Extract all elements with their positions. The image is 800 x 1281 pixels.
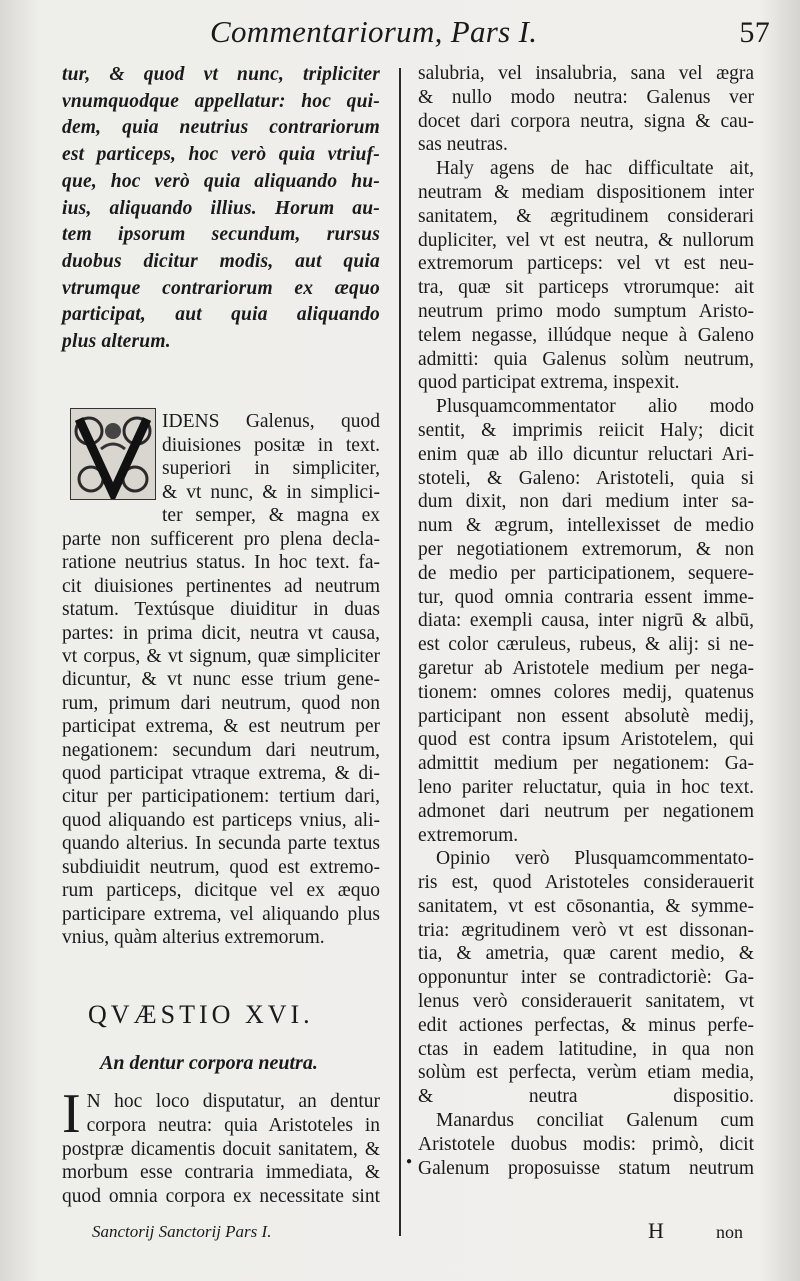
- text-line: rum particeps, dicitque vel ex æquo: [62, 880, 380, 902]
- text-line: vt corpus, & vt signum, quæ simpliciter: [62, 646, 380, 668]
- text-line: postpræ dicamentis docuit sanitatem, &: [62, 1138, 380, 1160]
- text-line: num & ægrum, intellexisset de medio: [418, 515, 754, 537]
- page-number: 57: [739, 16, 770, 49]
- text-line: ctas in eadem latitudine, in qua non: [418, 1038, 754, 1060]
- initial-paragraph-start: [162, 410, 380, 528]
- quaestio-paragraph: [62, 1083, 380, 1209]
- text-line: leno pariter reluctatur, quia in hoc text.: [418, 776, 754, 798]
- text-line: extremorum.: [418, 824, 519, 846]
- text-line: Aristotele duobus modis: primò, dicit: [418, 1133, 754, 1155]
- text-line: participat, aut quia aliquando: [62, 304, 380, 326]
- text-line: plus alterum.: [62, 331, 171, 353]
- text-line: Manardus conciliat Galenum cum: [436, 1110, 754, 1132]
- text-line: tionem: omnes colores medij, quatenus: [418, 681, 754, 703]
- text-line: edit actiones perfectas, & minus perfe-: [418, 1014, 754, 1036]
- text-line: partes: in prima dicit, neutra vt causa,: [62, 622, 380, 644]
- text-line: dum dixit, non dari medium inter sa-: [418, 491, 754, 513]
- margin-bullet-icon: ●: [406, 1156, 413, 1167]
- text-line: tur, quod omnia contraria essent imme-: [418, 586, 754, 608]
- text-line: & neutra dispositio.: [418, 1086, 754, 1108]
- text-line: participat extrema, & est neutrum per: [62, 716, 380, 738]
- text-line: de medio per participationem, sequere-: [418, 562, 754, 584]
- text-line: admitti: quia Galenus solùm neutrum,: [418, 348, 754, 370]
- text-line: & vt nunc, & in simplici-: [162, 481, 380, 503]
- text-line: enim quæ ab illo dicuntur reluctari Ari-: [418, 443, 754, 465]
- text-line: & nullo modo neutra: Galenus ver: [418, 86, 754, 108]
- quaestio-heading: QVÆSTIO XVI.: [88, 1000, 314, 1029]
- text-line: dicuntur, & vt nunc esse trium gene-: [62, 669, 380, 691]
- text-line: superiori in simpliciter,: [162, 458, 380, 479]
- text-line: sanitatem, vt est cōsonantia, & symme-: [418, 895, 754, 917]
- text-line: statum. Textúsque diuiditur in duas: [62, 599, 380, 621]
- column-divider: [399, 68, 401, 1236]
- running-header: [210, 10, 770, 50]
- text-line: vnumquodque appellatur: hoc qui-: [62, 90, 380, 112]
- text-line: neutrum primo modo sumptum Aristo-: [418, 300, 754, 322]
- text-line: diata: exempli causa, inter nigrū & albū,: [418, 610, 754, 632]
- text-line: tur, & quod vt nunc, tripliciter: [62, 64, 380, 85]
- text-line: ratione neutrius status. In hoc text. fa-: [62, 552, 380, 574]
- text-line: tia, & ametria, quæ carent medio, &: [418, 943, 754, 965]
- text-line: duobus dicitur modis, aut quia: [62, 250, 380, 272]
- quaestio-subtitle: An dentur corpora neutra.: [100, 1052, 318, 1074]
- right-column-text: [418, 62, 754, 1180]
- text-line: quod aliquando est particeps vnius, ali-: [62, 809, 380, 831]
- ornament-icon: [71, 409, 155, 499]
- left-italic-text: [62, 62, 380, 356]
- text-line: que, hoc verò quia aliquando hu-: [62, 170, 380, 192]
- text-line: rum, primum dari neutrum, quod non: [62, 692, 380, 714]
- text-line: lenus verò considerauerit sanitatem, vt: [418, 991, 754, 1013]
- text-line: parte non sufficerent pro plena decla-: [62, 529, 380, 550]
- text-line: diuisiones positæ in text.: [162, 434, 380, 456]
- text-line: dem, quia neutrius contrariorum: [62, 117, 380, 139]
- text-line: Galenum proposuisse statum neutrum: [418, 1157, 754, 1179]
- text-line: negationem: secundum dari neutrum,: [62, 739, 380, 761]
- text-line: tra, quæ sit particeps vtrorumque: ait: [418, 277, 754, 299]
- text-line: citur per participationem: tertium dari,: [62, 786, 380, 808]
- text-line: participant non essent absolutè medij,: [418, 705, 754, 727]
- text-line: tem ipsorum secundum, rursus: [62, 224, 380, 246]
- big-initial-letter: I: [62, 1083, 81, 1145]
- text-line: sentit, & imprimis reiicit Haly; dicit: [418, 419, 754, 441]
- text-line: opponuntur inter se contradictoriè: Ga-: [418, 967, 754, 989]
- text-line: salubria, vel insalubria, sana vel ægra: [418, 63, 754, 84]
- text-line: dupliciter, vel vt est neutra, & nullorum: [418, 229, 754, 251]
- text-line: participare extrema, vel aliquando plus: [62, 903, 380, 925]
- text-line: IDENS Galenus, quod: [162, 411, 380, 432]
- text-line: docet dari corpora neutra, signa & cau-: [418, 110, 754, 132]
- text-line: vtrumque contrariorum ex æquo: [62, 277, 380, 299]
- text-line: tria: ægritudinem verò vt est dissonan-: [418, 919, 754, 941]
- running-title: Commentariorum, Pars I.: [210, 14, 538, 49]
- text-line: Haly agens de hac difficultate ait,: [436, 158, 754, 180]
- catchword: non: [716, 1222, 743, 1242]
- text-line: solùm est perfecta, verùm etiam media,: [418, 1062, 754, 1084]
- text-line: subdiuidit neutrum, quod est extremo-: [62, 856, 380, 878]
- text-line: ius, aliquando illius. Horum au-: [62, 197, 380, 219]
- text-line: est color cæruleus, rubeus, & alij: si ne-: [418, 634, 754, 656]
- text-line: cit diuisiones pertinentes ad neutrum: [62, 575, 380, 597]
- decorated-initial-v-ornament: [70, 408, 156, 500]
- text-line: morbum esse contraria immediata, &: [62, 1162, 380, 1184]
- text-line: neutram & mediam dispositionem inter: [418, 181, 754, 203]
- footer-signature: Sanctorij Sanctorij Pars I.: [92, 1222, 272, 1241]
- text-line: N hoc loco disputatur, an dentur: [86, 1091, 380, 1112]
- text-line: sanitatem, & ægritudinem considerari: [418, 205, 754, 227]
- text-line: quod participat vtraque extrema, & di-: [62, 763, 380, 785]
- text-line: garetur ab Aristotele medium per nega-: [418, 657, 754, 679]
- text-line: quod omnia corpora ex necessitate sint: [62, 1186, 380, 1208]
- text-line: quando alterius. In secunda parte textus: [62, 833, 380, 855]
- text-line: per negotiationem extremorum, & non: [418, 538, 754, 560]
- text-line: ter semper, & magna ex: [162, 505, 380, 526]
- text-line: corpora neutra: quia Aristoteles in: [86, 1114, 380, 1136]
- text-line: Opinio verò Plusquamcommentato-: [436, 848, 754, 870]
- text-line: telem negasse, illúdque neque à Galeno: [418, 324, 754, 346]
- text-line: stoteli, & Galeno: Aristoteli, quia si: [418, 467, 754, 489]
- text-line: admittit medium per negationem: Ga-: [418, 753, 754, 775]
- text-line: quod participat extrema, inspexit.: [418, 372, 680, 394]
- left-paragraph-continued: [62, 528, 380, 949]
- text-line: quod est contra ipsum Aristotelem, qui: [418, 729, 754, 751]
- text-line: extremorum particeps: vel vt est neu-: [418, 253, 754, 275]
- text-line: vnius, quàm alterius extremorum.: [62, 926, 325, 948]
- text-line: est particeps, hoc verò quia vtriuf-: [62, 144, 380, 166]
- signature-mark: H: [648, 1218, 664, 1243]
- text-line: admonet dari neutrum per negationem: [418, 800, 754, 822]
- text-line: Plusquamcommentator alio modo: [436, 396, 754, 418]
- text-line: sas neutras.: [418, 134, 508, 156]
- text-line: ris est, quod Aristoteles considerauerit: [418, 872, 754, 894]
